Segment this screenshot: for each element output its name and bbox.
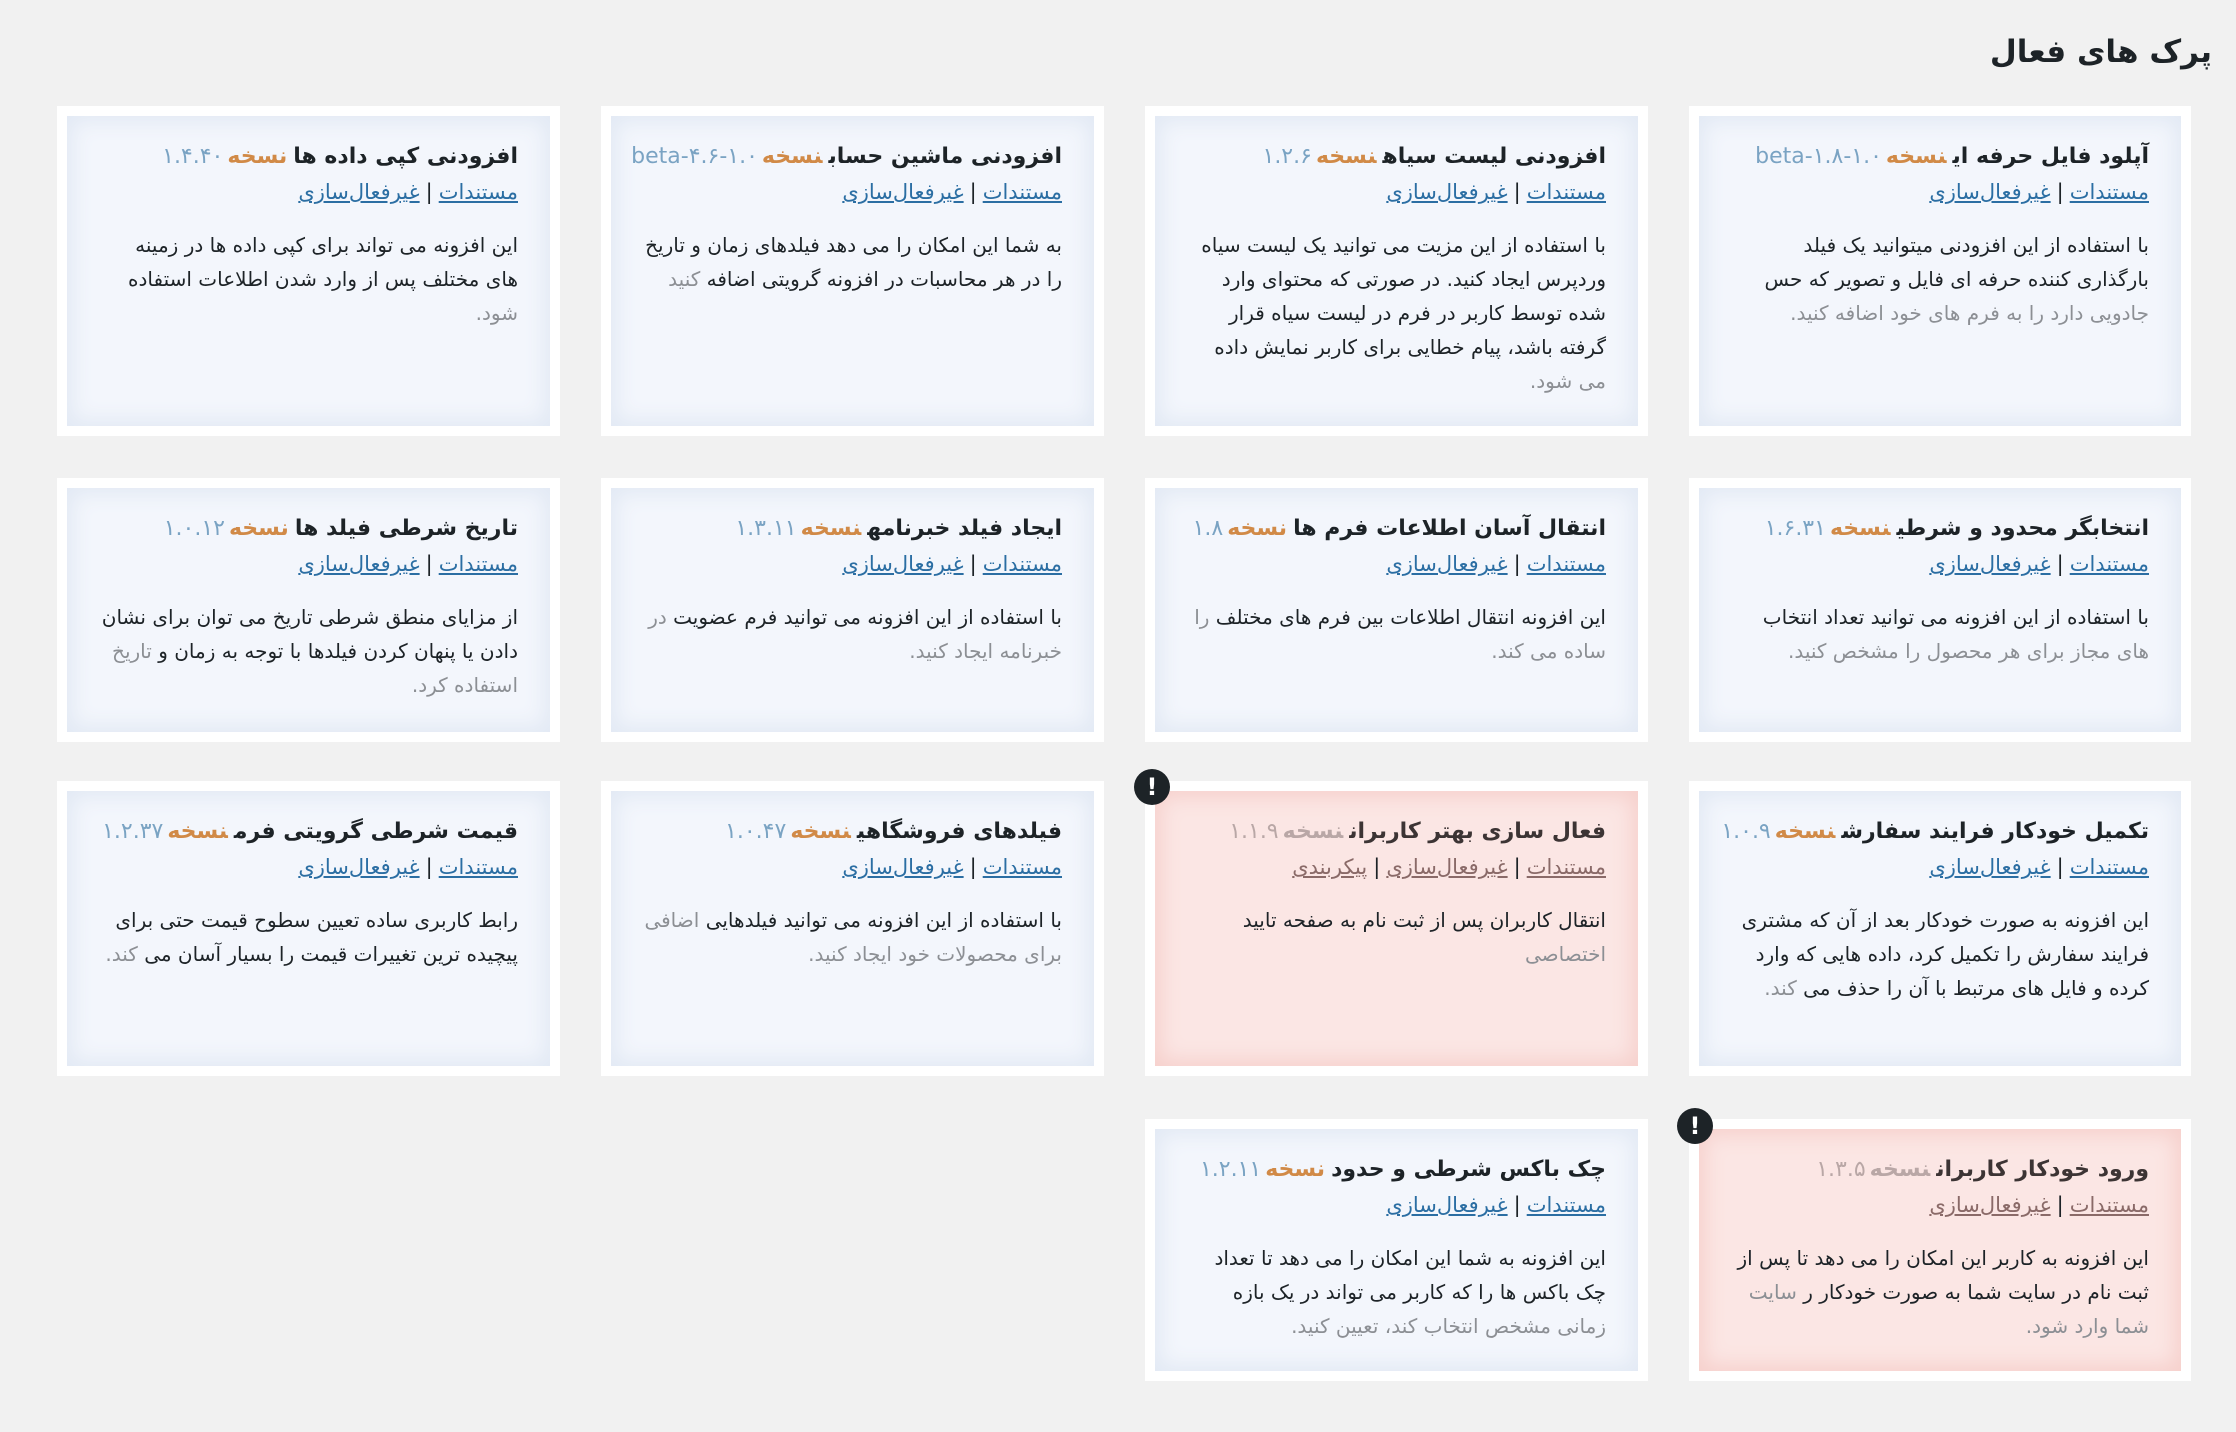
addon-name: انتقال آسان اطلاعات فرم ها — [1293, 516, 1606, 541]
version-number: ۱.۸ — [1192, 516, 1224, 541]
addon-title — [99, 512, 518, 546]
docs-link[interactable]: مستندات — [2069, 855, 2149, 879]
addon-name: چک باکس شرطی و حدود — [1331, 1157, 1606, 1182]
description-fade: تاریخ استفاده کرد. — [112, 639, 518, 697]
description-text: این افزونه به کاربر این امکان را می دهد تا پس از ثبت نام در سایت شما به صورت خودکار ر — [1737, 1246, 2149, 1304]
docs-link[interactable]: مستندات — [1526, 180, 1606, 204]
addon-links: مستندات|غیرفعال‌سازی — [1929, 1193, 2149, 1217]
description-text: این افزونه به شما این امکان را می دهد تا تعداد چک باکس ها را که کاربر می تواند در یک بازه — [1214, 1246, 1606, 1304]
description-text: این افزونه می تواند برای کپی داده ها در زمینه های مختلف پس از وارد شدن اطلاعات استفاده — [128, 233, 518, 291]
addon-links: مستندات|غیرفعال‌سازی — [1929, 180, 2149, 204]
description-text: این افزونه انتقال اطلاعات بین فرم های مختلف — [1215, 605, 1606, 629]
addon-name: فیلدهای فروشگاهی — [856, 819, 1062, 844]
addon-title — [1721, 815, 2149, 849]
description-text: از مزایای منطق شرطی تاریخ می توان برای نشان دادن یا پنهان کردن فیلدها با توجه به زمان و — [101, 605, 518, 663]
addon-description — [643, 903, 1062, 971]
addon-description — [1731, 600, 2149, 668]
description-text: به شما این امکان را می دهد فیلدهای زمان و تاریخ را در هر محاسبات در افزونه گرویتی اضافه — [645, 233, 1062, 291]
description-fade: اختصاصی — [1524, 942, 1606, 966]
addon-card-auto-order — [1689, 781, 2191, 1076]
deactivate-link[interactable]: غیرفعال‌سازی — [1929, 1193, 2051, 1217]
addon-links: مستندات|غیرفعال‌سازی — [1386, 552, 1606, 576]
addon-name: تاریخ شرطی فیلد ها — [294, 516, 518, 541]
addon-card-limited-choice — [1689, 478, 2191, 742]
addon-description — [99, 903, 518, 971]
version-number: beta-۴.۶-۱.۰ — [631, 144, 758, 169]
configure-link[interactable]: پیکربندی — [1292, 855, 1368, 879]
addon-title — [1731, 1153, 2149, 1187]
version-number: beta-۱.۸-۱.۰ — [1755, 144, 1882, 169]
addon-description — [99, 600, 518, 702]
addon-description — [643, 600, 1062, 668]
version-number: ۱.۲.۳۷ — [102, 819, 164, 844]
description-fade: سایت شما وارد شود. — [1748, 1280, 2149, 1338]
description-fade: کند. — [1764, 976, 1797, 1000]
addon-card-conditional-checkbox — [1145, 1119, 1648, 1381]
description-fade: شود. — [475, 301, 518, 325]
version-number: ۱.۲.۶ — [1262, 144, 1312, 169]
addon-links: مستندات|غیرفعال‌سازی — [842, 855, 1062, 879]
docs-link[interactable]: مستندات — [1526, 552, 1606, 576]
addon-title — [631, 140, 1062, 174]
version-number: ۱.۱.۹ — [1229, 819, 1279, 844]
description-text: با استفاده از این افزودنی میتوانید یک فیلد بارگذاری کننده حرفه ای فایل و تصویر که حس — [1764, 233, 2149, 291]
version-label: نسخه — [1869, 1157, 1931, 1182]
version-label: نسخه — [1227, 516, 1288, 541]
warning-icon[interactable]: ! — [1677, 1108, 1713, 1144]
description-text: با استفاده از این مزیت می توانید یک لیست سیاه وردپرس ایجاد کنید. در صورتی که محتوای وارد شده توسط کاربر در فرم در لیست سیاه قرار گرفته باشد، پیام خطایی برای کاربر نمایش داده — [1201, 233, 1606, 359]
docs-link[interactable]: مستندات — [1526, 855, 1606, 879]
version-label: نسخه — [761, 144, 823, 169]
addon-description — [1187, 1241, 1606, 1343]
addon-title — [643, 815, 1062, 849]
description-fade: می شود. — [1529, 369, 1606, 393]
docs-link[interactable]: مستندات — [982, 552, 1062, 576]
version-label: نسخه — [228, 516, 289, 541]
addon-title — [643, 512, 1062, 546]
warning-icon[interactable]: ! — [1134, 769, 1170, 805]
deactivate-link[interactable]: غیرفعال‌سازی — [1386, 180, 1508, 204]
description-text: انتقال کاربران پس از ثبت نام به صفحه تایید — [1242, 908, 1606, 932]
addon-links: مستندات|غیرفعال‌سازی — [1929, 552, 2149, 576]
addon-card-store-fields — [601, 781, 1104, 1076]
addon-title — [99, 140, 518, 174]
description-text: با استفاده از این افزونه می توانید فیلدهایی — [705, 908, 1062, 932]
description-fade: کند. — [105, 942, 138, 966]
addon-card-calculator — [601, 106, 1104, 436]
docs-link[interactable]: مستندات — [2069, 180, 2149, 204]
docs-link[interactable]: مستندات — [982, 855, 1062, 879]
addon-description — [1731, 903, 2149, 1005]
addon-title — [1731, 512, 2149, 546]
deactivate-link[interactable]: غیرفعال‌سازی — [1929, 855, 2051, 879]
addon-card-form-transfer — [1145, 478, 1648, 742]
description-fade: زمانی مشخص انتخاب کند، تعیین کنید. — [1291, 1314, 1606, 1338]
deactivate-link[interactable]: غیرفعال‌سازی — [298, 855, 420, 879]
description-fade: در خبرنامه ایجاد کنید. — [648, 605, 1062, 663]
description-text: با استفاده از این افزونه می توانید فرم عضویت — [673, 605, 1062, 629]
addon-title — [1731, 140, 2149, 174]
deactivate-link[interactable]: غیرفعال‌سازی — [1386, 1193, 1508, 1217]
version-number: ۱.۶.۳۱ — [1764, 516, 1826, 541]
addon-name: فعال سازی بهتر کاربران — [1349, 819, 1606, 844]
description-fade: جادویی دارد را به فرم های خود اضافه کنید. — [1790, 301, 2149, 325]
addon-card-copy-data — [57, 106, 560, 436]
addon-card-blacklist — [1145, 106, 1648, 436]
addon-name: انتخابگر محدود و شرطی — [1896, 516, 2149, 541]
addon-name: آپلود فایل حرفه ای — [1952, 144, 2149, 169]
addon-title — [1187, 815, 1606, 849]
addon-links: مستندات|غیرفعال‌سازی — [1386, 180, 1606, 204]
docs-link[interactable]: مستندات — [2069, 1193, 2149, 1217]
version-number: ۱.۰.۹ — [1721, 819, 1771, 844]
addon-name: ورود خودکار کاربران — [1936, 1157, 2149, 1182]
addon-name: افزودنی لیست سیاه — [1382, 144, 1606, 169]
addon-title — [1187, 140, 1606, 174]
description-fade: را ساده می کند. — [1194, 605, 1606, 663]
addon-description — [99, 228, 518, 330]
version-label: نسخه — [790, 819, 851, 844]
addon-links: مستندات|غیرفعال‌سازی — [298, 180, 518, 204]
version-number: ۱.۰.۱۲ — [163, 516, 225, 541]
version-label: نسخه — [1774, 819, 1836, 844]
version-number: ۱.۴.۴۰ — [162, 144, 224, 169]
addon-links: مستندات|غیرفعال‌سازی — [1386, 1193, 1606, 1217]
deactivate-link[interactable]: غیرفعال‌سازی — [298, 552, 420, 576]
version-label: نسخه — [1885, 144, 1947, 169]
addon-links: مستندات|غیرفعال‌سازی — [1929, 855, 2149, 879]
addon-card-auto-login — [1689, 1119, 2191, 1381]
deactivate-link[interactable]: غیرفعال‌سازی — [842, 855, 964, 879]
version-number: ۱.۰.۴۷ — [725, 819, 787, 844]
description-fade: های مجاز برای هر محصول را مشخص کنید. — [1787, 639, 2149, 663]
version-label: نسخه — [1315, 144, 1377, 169]
addon-description — [1731, 228, 2149, 330]
addon-card-conditional-date — [57, 478, 560, 742]
addon-links: مستندات|غیرفعال‌سازی — [298, 855, 518, 879]
addon-description — [1187, 600, 1606, 668]
addon-links: مستندات|غیرفعال‌سازی — [842, 552, 1062, 576]
addon-description — [1187, 228, 1606, 398]
addon-title — [1187, 512, 1606, 546]
docs-link[interactable]: مستندات — [438, 180, 518, 204]
version-label: نسخه — [800, 516, 862, 541]
version-number: ۱.۲.۱۱ — [1199, 1157, 1262, 1182]
deactivate-link[interactable]: غیرفعال‌سازی — [1929, 552, 2051, 576]
docs-link[interactable]: مستندات — [1526, 1193, 1606, 1217]
description-text: این افزونه به صورت خودکار بعد از آن که مشتری فرایند سفارش را تکمیل کرد، داده هایی که وارد کرده و فایل های مرتبط با آن را حذف می — [1741, 908, 2149, 1000]
deactivate-link[interactable]: غیرفعال‌سازی — [1386, 855, 1508, 879]
version-label: نسخه — [227, 144, 288, 169]
docs-link[interactable]: مستندات — [2069, 552, 2149, 576]
addon-links: مستندات|غیرفعال‌سازی|پیکربندی — [1292, 855, 1606, 879]
addon-links: مستندات|غیرفعال‌سازی — [298, 552, 518, 576]
version-number: ۱.۳.۱۱ — [735, 516, 797, 541]
addon-card-user-activation — [1145, 781, 1648, 1076]
docs-link[interactable]: مستندات — [982, 180, 1062, 204]
addon-name: قیمت شرطی گرویتی فرم — [233, 819, 518, 844]
addon-card-conditional-pricing — [57, 781, 560, 1076]
version-label: نسخه — [1282, 819, 1344, 844]
deactivate-link[interactable]: غیرفعال‌سازی — [842, 552, 964, 576]
deactivate-link[interactable]: غیرفعال‌سازی — [842, 180, 964, 204]
version-label: نسخه — [167, 819, 228, 844]
addon-name: ایجاد فیلد خبرنامه — [867, 516, 1062, 541]
addon-description — [1731, 1241, 2149, 1343]
deactivate-link[interactable]: غیرفعال‌سازی — [1386, 552, 1508, 576]
addon-title — [99, 815, 518, 849]
deactivate-link[interactable]: غیرفعال‌سازی — [1929, 180, 2051, 204]
addon-name: تکمیل خودکار فرایند سفارش — [1841, 819, 2149, 844]
description-fade: اضافی برای محصولات خود ایجاد کنید. — [644, 908, 1062, 966]
version-label: نسخه — [1265, 1157, 1326, 1182]
deactivate-link[interactable]: غیرفعال‌سازی — [298, 180, 420, 204]
docs-link[interactable]: مستندات — [438, 855, 518, 879]
addon-description — [1187, 903, 1606, 971]
version-label: نسخه — [1829, 516, 1891, 541]
addon-links: مستندات|غیرفعال‌سازی — [842, 180, 1062, 204]
version-number: ۱.۳.۵ — [1816, 1157, 1866, 1182]
page-title: پرک های فعال — [1989, 34, 2212, 70]
addon-description — [643, 228, 1062, 296]
description-fade: کنید — [668, 267, 701, 291]
description-text: رابط کاربری ساده تعیین سطوح قیمت حتی برای پیچیده ترین تغییرات قیمت را بسیار آسان می — [115, 908, 518, 966]
addon-card-file-upload — [1689, 106, 2191, 436]
docs-link[interactable]: مستندات — [438, 552, 518, 576]
addon-card-newsletter — [601, 478, 1104, 742]
addon-title — [1187, 1153, 1606, 1187]
addon-name: افزودنی کپی داده ها — [293, 144, 518, 169]
description-text: با استفاده از این افزونه می توانید تعداد انتخاب — [1762, 605, 2149, 629]
addon-name: افزودنی ماشین حساب — [828, 144, 1062, 169]
